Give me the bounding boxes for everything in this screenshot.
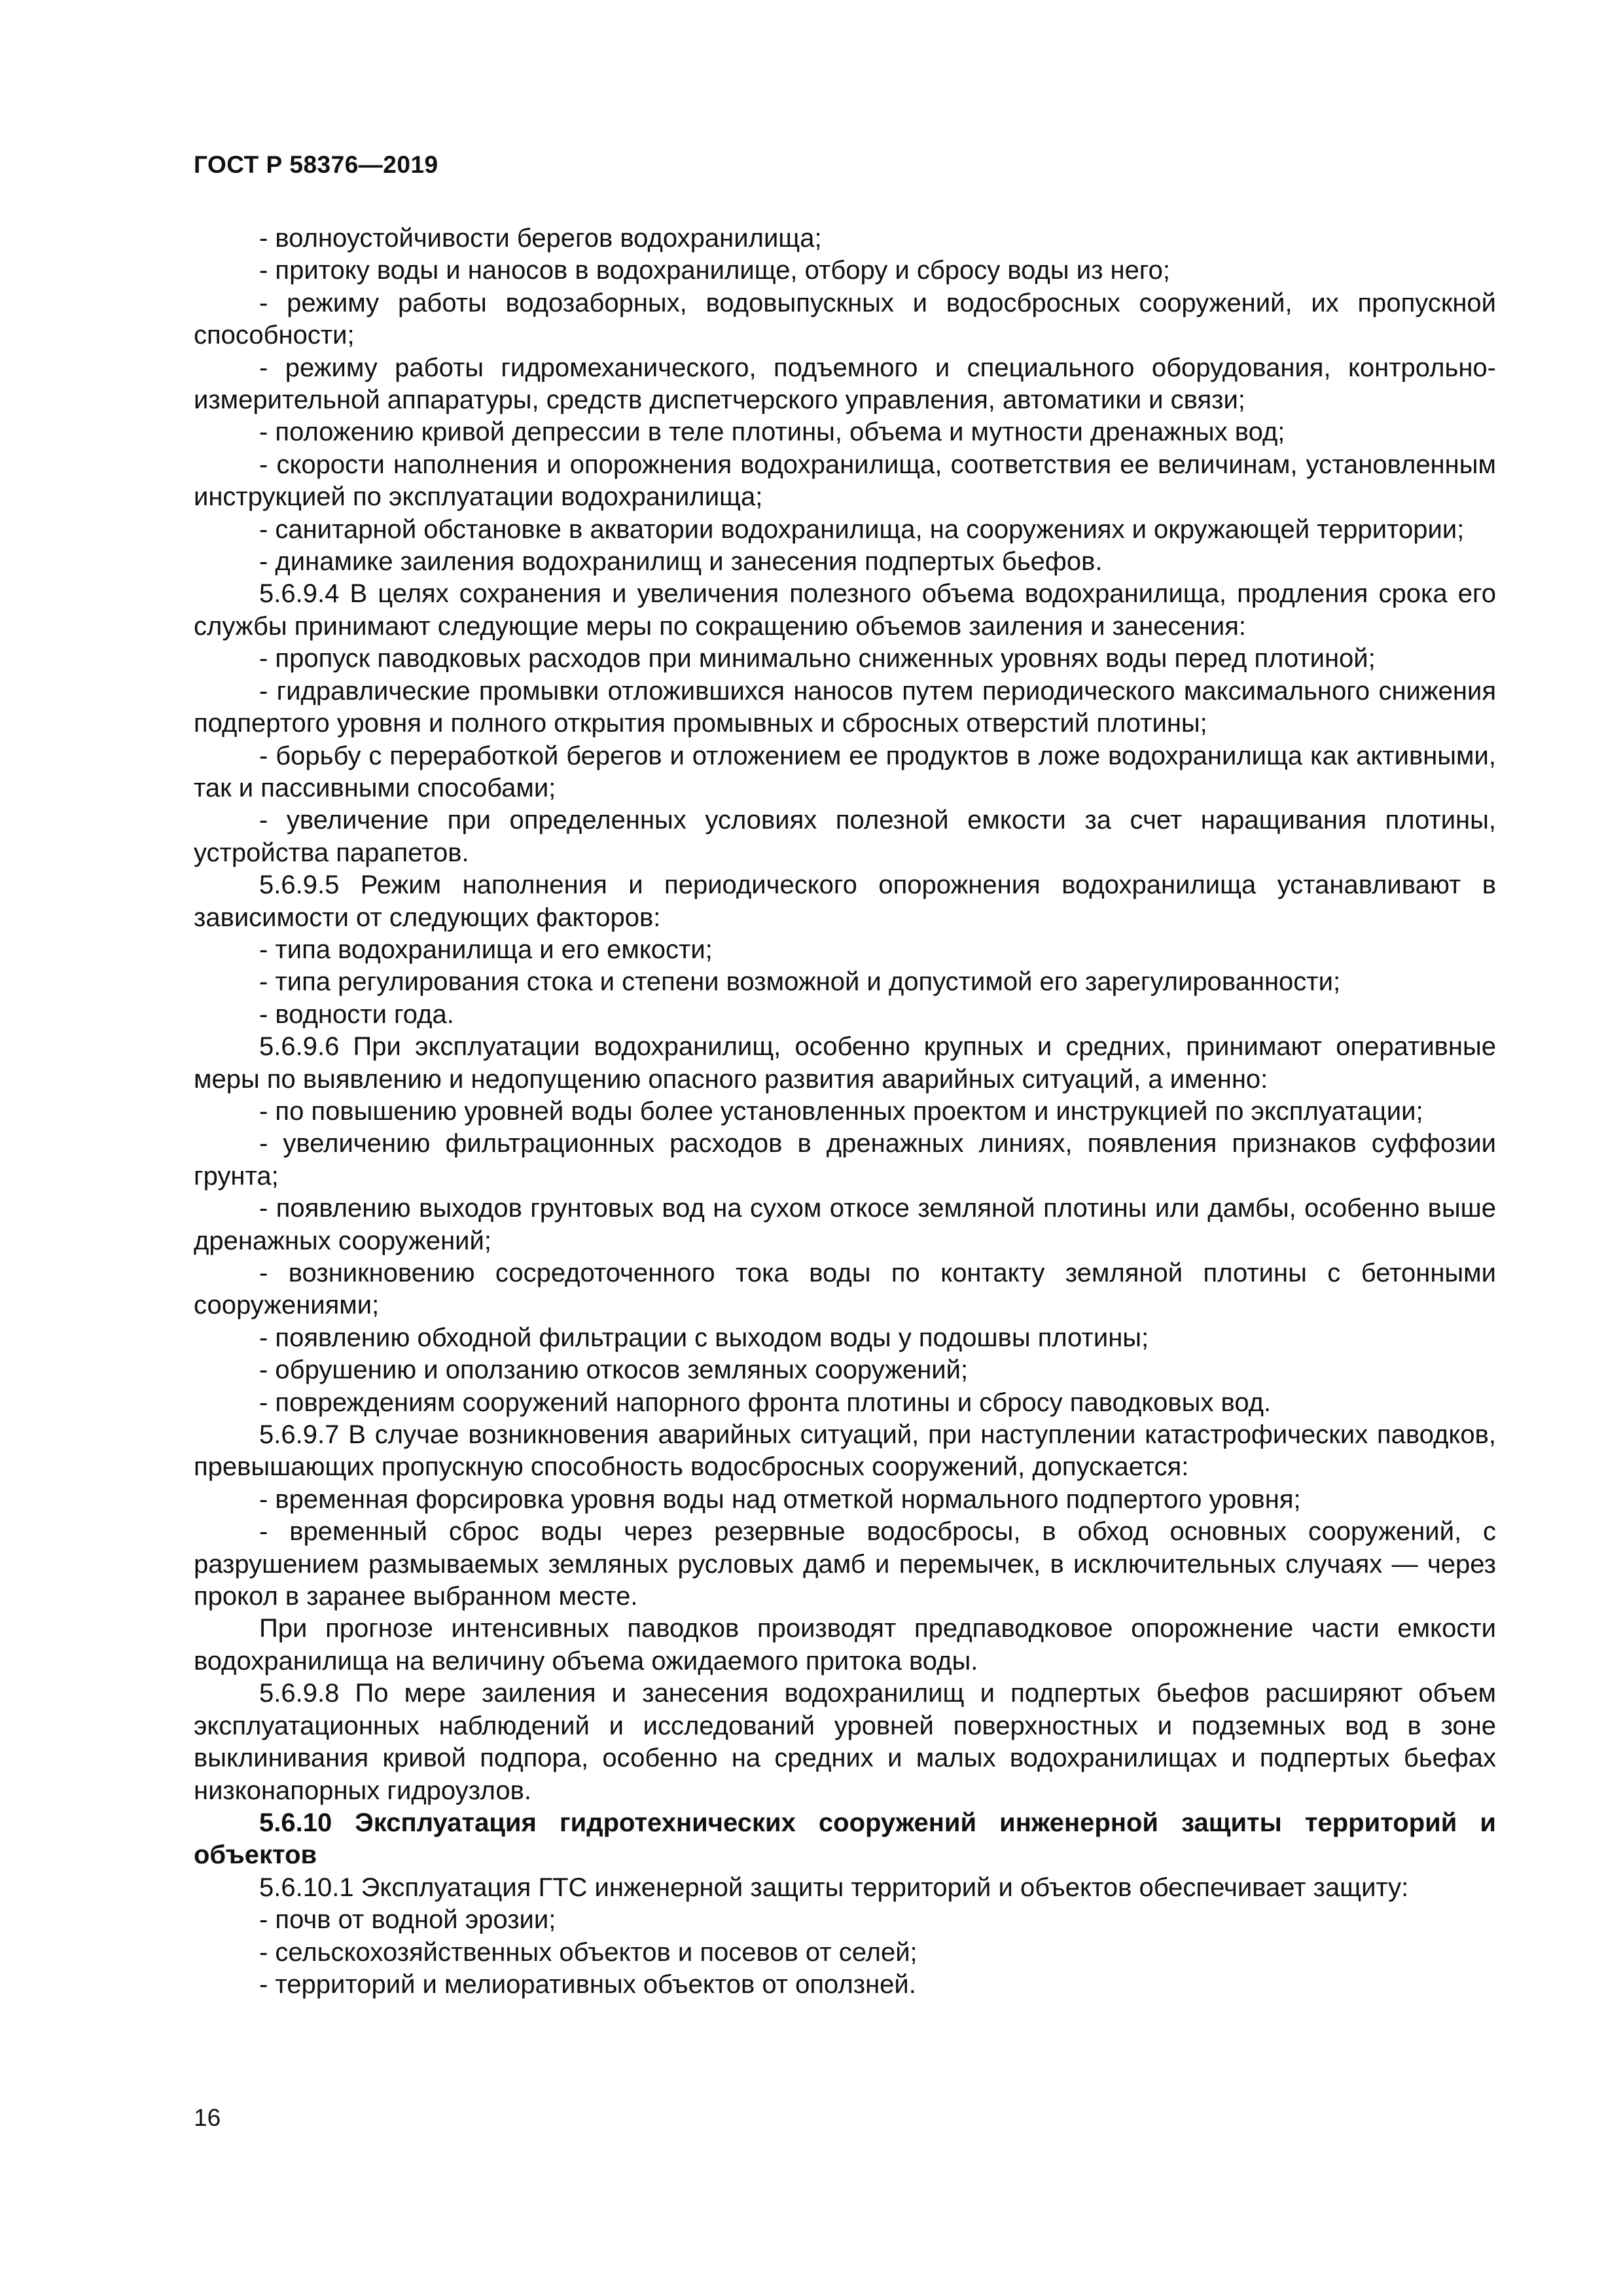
list-item: - почв от водной эрозии; xyxy=(259,1905,556,1935)
list-item: - типа водохранилища и его емкости; xyxy=(259,935,713,964)
clause-5-6-10-1: 5.6.10.1 Эксплуатация ГТС инженерной защиты территорий и объектов обеспечивает защиту: xyxy=(259,1873,1409,1902)
list-item: - временная форсировка уровня воды над отметкой нормального подпертого уровня; xyxy=(259,1484,1301,1514)
list-item: - появлению обходной фильтрации с выходом воды у подошвы плотины; xyxy=(259,1323,1149,1352)
list-item: - увеличению фильтрационных расходов в дренажных линиях, появления признаков суффозии грунта; xyxy=(194,1129,1496,1191)
list-item: - положению кривой депрессии в теле плотины, объема и мутности дренажных вод; xyxy=(259,418,1285,447)
list-item: - обрушению и оползанию откосов земляных сооружений; xyxy=(259,1355,969,1385)
section-heading-5-6-10: 5.6.10 Эксплуатация гидротехнических сооружений инженерной защиты территорий и объектов xyxy=(194,1808,1496,1870)
list-item: - сельскохозяйственных объектов и посевов от селей; xyxy=(259,1937,918,1967)
body-text xyxy=(194,223,1496,2001)
standard-code-header: ГОСТ Р 58376—2019 xyxy=(194,151,438,178)
list-item: - возникновению сосредоточенного тока воды по контакту земляной плотины с бетонными сооружениями; xyxy=(194,1259,1496,1320)
clause-5-6-9-8: 5.6.9.8 По мере заиления и занесения водохранилищ и подпертых бьефов расширяют объем эксплуатационных наблюдений и исследований уровней поверхностных и подземных вод в зоне выклинивания кривой подпора, особенно на средних и малых водохранилищах и подпертых бьефах низконапорных гидроузлов. xyxy=(194,1679,1496,1805)
list-item: - увеличение при определенных условиях полезной емкости за счет наращивания плотины, устройства парапетов. xyxy=(194,806,1496,867)
list-item: - скорости наполнения и опорожнения водохранилища, соответствия ее величинам, установленным инструкцией по эксплуатации водохранилища; xyxy=(194,450,1496,512)
list-item: - появлению выходов грунтовых вод на сухом откосе земляной плотины или дамбы, особенно выше дренажных сооружений; xyxy=(194,1194,1496,1255)
list-item: - гидравлические промывки отложившихся наносов путем периодического максимального снижения подпертого уровня и полного открытия промывных и сбросных отверстий плотины; xyxy=(194,676,1496,738)
list-item: - временный сброс воды через резервные водосбросы, в обход основных сооружений, с разрушением размываемых земляных русловых дамб и перемычек, в исключительных случаях — через прокол в заранее выбранном месте. xyxy=(194,1517,1496,1611)
list-item: - борьбу с переработкой берегов и отложением ее продуктов в ложе водохранилища как активными, так и пассивными способами; xyxy=(194,741,1496,802)
list-item: - санитарной обстановке в акватории водохранилища, на сооружениях и окружающей территории; xyxy=(259,514,1465,544)
clause-5-6-9-4: 5.6.9.4 В целях сохранения и увеличения полезного объема водохранилища, продления срока его службы принимают следующие меры по сокращению объемов заиления и занесения: xyxy=(194,579,1496,641)
list-item: - притоку воды и наносов в водохранилище, отбору и сбросу воды из него; xyxy=(259,256,1170,285)
list-item: - повреждениям сооружений напорного фронта плотины и сбросу паводковых вод. xyxy=(259,1388,1272,1417)
list-item: - водности года. xyxy=(259,999,454,1029)
list-item: - режиму работы водозаборных, водовыпускных и водосбросных сооружений, их пропускной способности; xyxy=(194,288,1496,350)
paragraph: При прогнозе интенсивных паводков производят предпаводковое опорожнение части емкости водохранилища на величину объема ожидаемого притока воды. xyxy=(194,1614,1496,1676)
clause-5-6-9-7: 5.6.9.7 В случае возникновения аварийных ситуаций, при наступлении катастрофических паводков, превышающих пропускную способность водосбросных сооружений, допускается: xyxy=(194,1420,1496,1482)
list-item: - типа регулирования стока и степени возможной и допустимой его зарегулированности; xyxy=(259,967,1341,997)
list-item: - волноустойчивости берегов водохранилища; xyxy=(259,224,822,253)
list-item: - пропуск паводковых расходов при минимально сниженных уровнях воды перед плотиной; xyxy=(259,644,1376,673)
list-item: - по повышению уровней воды более установленных проектом и инструкцией по эксплуатации; xyxy=(259,1096,1423,1126)
list-item: - динамике заиления водохранилищ и занесения подпертых бьефов. xyxy=(259,547,1103,577)
page-number: 16 xyxy=(194,2104,221,2131)
clause-5-6-9-5: 5.6.9.5 Режим наполнения и периодического опорожнения водохранилища устанавливают в зависимости от следующих факторов: xyxy=(194,870,1496,932)
list-item: - режиму работы гидромеханического, подъемного и специального оборудования, контрольно-измерительной аппаратуры, средств диспетчерского управления, автоматики и связи; xyxy=(194,353,1496,415)
clause-5-6-9-6: 5.6.9.6 При эксплуатации водохранилищ, особенно крупных и средних, принимают оперативные меры по выявлению и недопущению опасного развития аварийных ситуаций, а именно: xyxy=(194,1032,1496,1094)
list-item: - территорий и мелиоративных объектов от оползней. xyxy=(259,1969,916,1999)
